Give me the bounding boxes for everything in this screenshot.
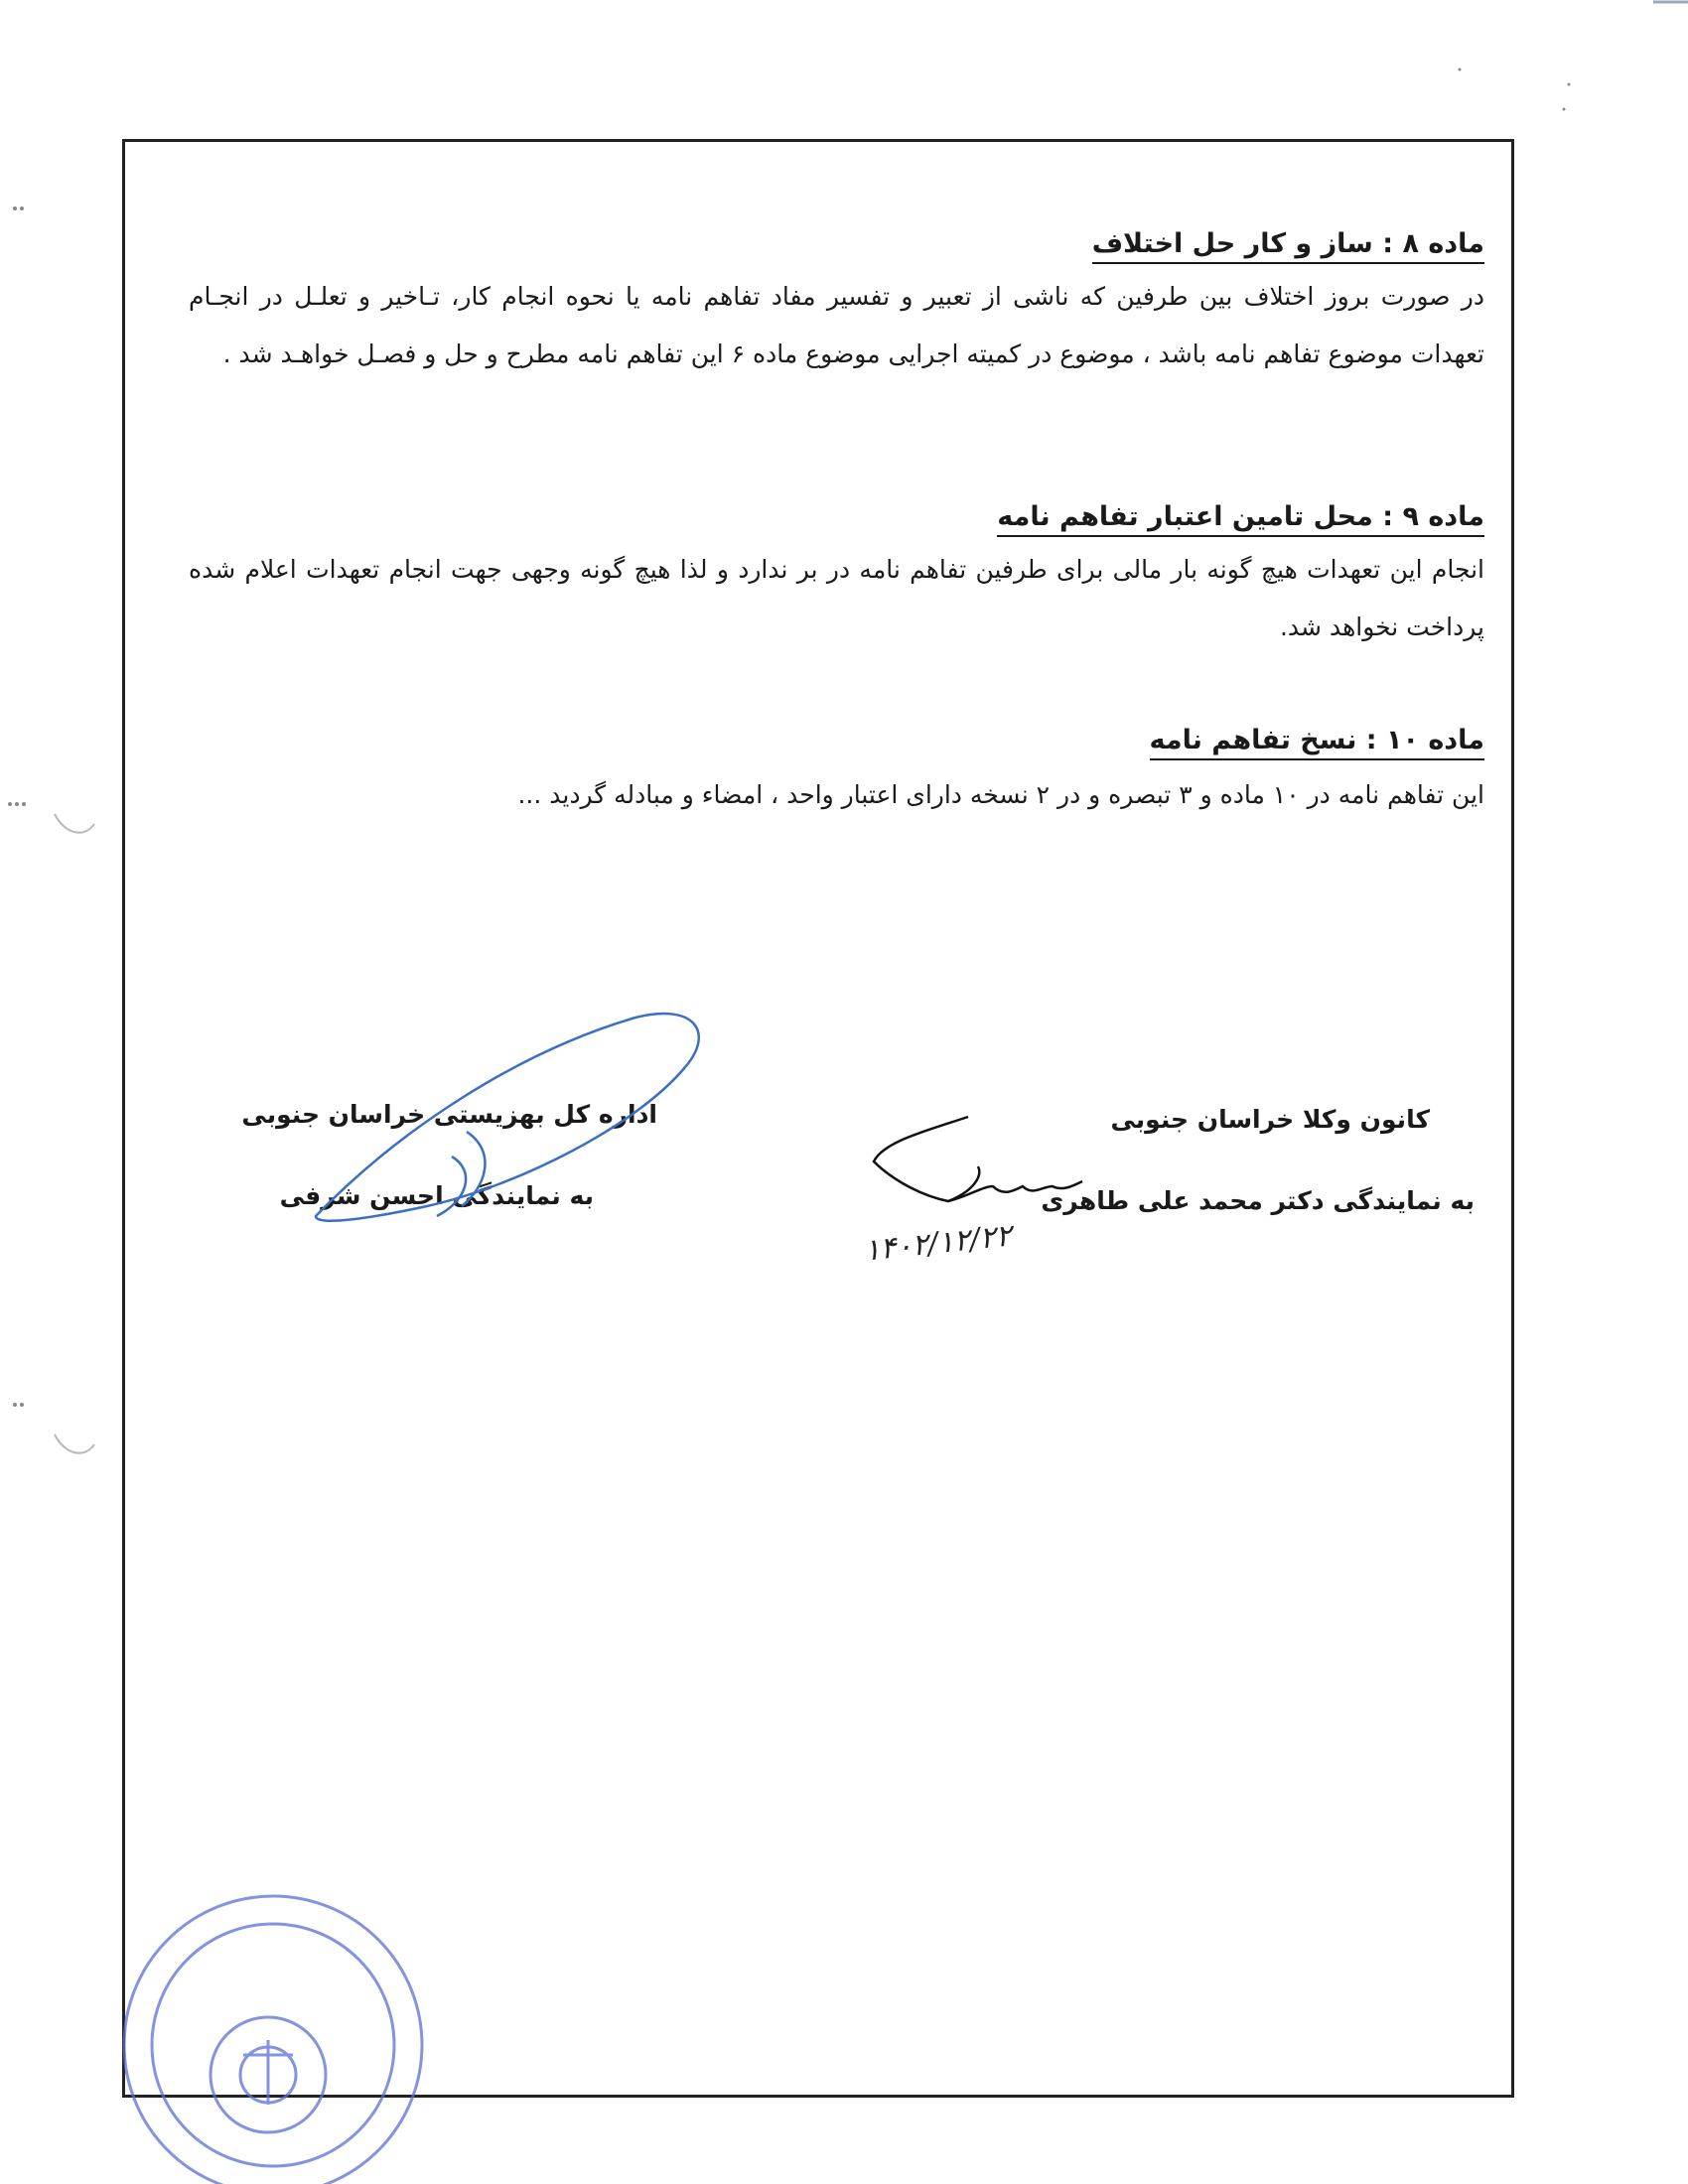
handwritten-date: ۱۴۰۲/۱۲/۲۲	[862, 1218, 1014, 1269]
left-signatory-organization: اداره کل بهزیستی خراسان جنوبی	[241, 1100, 657, 1129]
article-8-text: در صورت بروز اختلاف بین طرفین که ناشی از تعبیر و تفسیر مفاد تفاهم نامه یا نحوه انجام کار، تـاخیر و تعلـل در انجـام تعهدات موضوع تفاهم نامه باشد ، موضوع در کمیته اجرایی موضوع ماده ۶ این تفاهم نامه مطرح و حل و فصـل خواهـد شد .	[189, 282, 1484, 369]
article-8-heading: ماده ۸ : ساز و کار حل اختلاف	[1092, 226, 1484, 264]
article-9-text: انجام این تعهدات هیچ گونه بار مالی برای طرفین تفاهم نامه در بر ندارد و لذا هیچ گونه وجهی جهت انجام تعهدات اعلام شده پرداخت نخواهد شد.	[189, 555, 1484, 642]
punch-holes	[55, 814, 94, 1453]
article-9-heading: ماده ۹ : محل تامین اعتبار تفاهم نامه	[997, 499, 1484, 537]
article-10	[189, 723, 1484, 824]
left-signatory-representative: به نمایندگی احسن شرفی	[279, 1181, 594, 1210]
right-signatory-representative: به نمایندگی دکتر محمد علی طاهری	[1041, 1186, 1475, 1215]
right-signatory-organization: کانون وکلا خراسان جنوبی	[1110, 1105, 1430, 1134]
article-10-heading: ماده ۱۰ : نسخ تفاهم نامه	[1150, 723, 1484, 760]
article-9	[189, 499, 1484, 656]
article-10-text: این تفاهم نامه در ۱۰ ماده و ۳ تبصره و در ۲ نسخه دارای اعتبار واحد ، امضاء و مبادله گردید ...	[517, 780, 1484, 810]
article-8	[189, 226, 1484, 383]
